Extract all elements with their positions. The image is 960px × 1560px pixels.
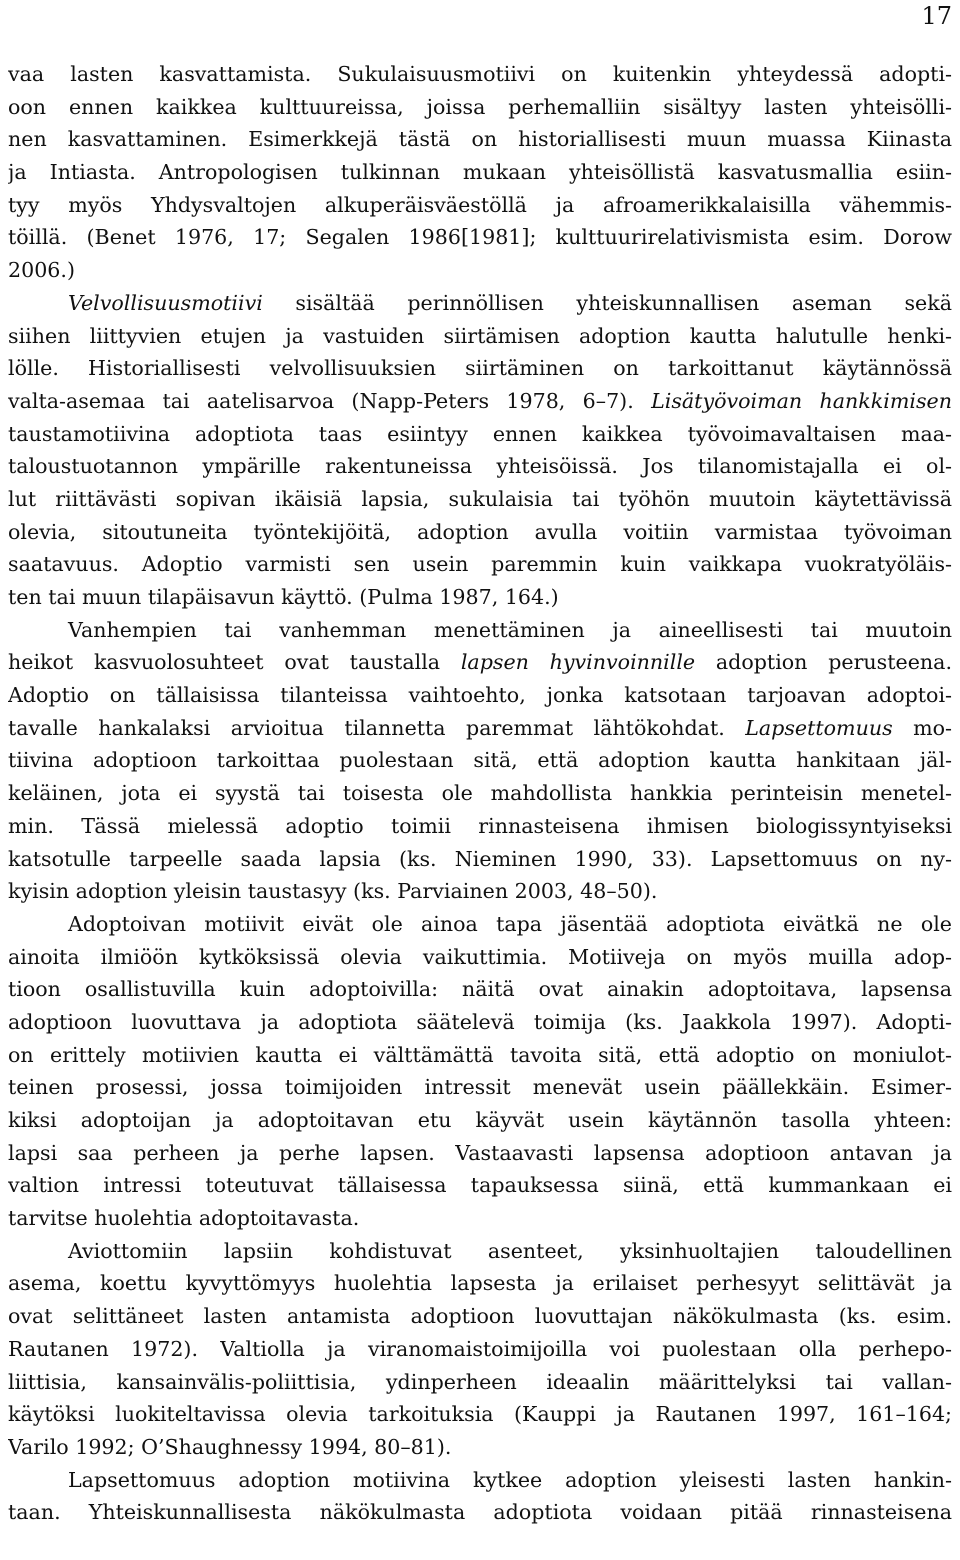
text-line — [8, 1039, 952, 1072]
text-line — [8, 875, 952, 908]
body-text — [8, 58, 952, 1529]
text-segment: taan. Yhteiskunnallisesta näkökulmasta adoptiota voidaan pitää rinnasteisena — [8, 1500, 952, 1525]
text-line — [8, 614, 952, 647]
text-line — [8, 189, 952, 222]
text-line — [8, 646, 952, 679]
text-segment: Vanhempien tai vanhemman menettäminen ja aineellisesti tai muutoin — [68, 617, 952, 642]
text-segment: lapsi saa perheen ja perhe lapsen. Vastaavasti lapsensa adoptioon antavan ja — [8, 1140, 952, 1165]
text-segment: min. Tässä mielessä adoptio toimii rinnasteisena ihmisen biologissyntyiseksi — [8, 813, 952, 838]
text-line — [8, 352, 952, 385]
text-line — [8, 1137, 952, 1170]
text-segment: tavalle hankalaksi arvioitua tilannetta paremmat lähtökohdat. — [8, 715, 746, 740]
text-line — [8, 744, 952, 777]
text-segment: taustamotiivina adoptiota taas esiintyy ennen kaikkea työvoimavaltaisen maa- — [8, 421, 952, 446]
text-line — [8, 385, 952, 418]
text-line — [8, 712, 952, 745]
italic-text: Lisätyövoiman hankkimisen — [651, 388, 952, 413]
text-segment: Aviottomiin lapsiin kohdistuvat asenteet, yksinhuoltajien taloudellinen — [68, 1238, 952, 1263]
text-line — [8, 1267, 952, 1300]
text-segment: teinen prosessi, jossa toimijoiden intressit menevät usein päällekkäin. Esimer- — [8, 1075, 952, 1100]
text-segment: oon ennen kaikkea kulttuureissa, joissa perhemalliin sisältyy lasten yhteisölli- — [8, 94, 952, 119]
text-line — [8, 1496, 952, 1529]
text-line — [8, 843, 952, 876]
text-line — [8, 1006, 952, 1039]
text-segment: lölle. Historiallisesti velvollisuuksien siirtäminen on tarkoittanut käytännössä — [8, 356, 952, 381]
text-line — [8, 1169, 952, 1202]
text-segment: on erittely motiivien kautta ei välttämättä tavoita sitä, että adoptio on moniulot- — [8, 1042, 952, 1067]
text-line — [8, 58, 952, 91]
text-segment: adoptioon luovuttava ja adoptiota säätelevä toimija (ks. Jaakkola 1997). Adopti- — [8, 1009, 952, 1034]
page-number: 17 — [921, 2, 952, 30]
italic-text: lapsen hyvinvoinnille — [460, 650, 696, 675]
text-line — [8, 1104, 952, 1137]
text-segment: taloustuotannon ympärille rakentuneissa yhteisöissä. Jos tilanomistajalla ei ol- — [8, 454, 952, 479]
text-segment: valta-asemaa tai aatelisarvoa (Napp-Peters 1978, 6–7). — [8, 388, 652, 413]
text-segment: nen kasvattaminen. Esimerkkejä tästä on historiallisesti muun muassa Kiinasta — [8, 127, 952, 152]
text-line — [8, 777, 952, 810]
text-line — [8, 1071, 952, 1104]
text-line — [8, 320, 952, 353]
text-segment: keläinen, jota ei syystä tai toisesta ole mahdollista hankkia perinteisin menetel- — [8, 781, 952, 806]
text-line — [8, 221, 952, 254]
text-line — [8, 450, 952, 483]
text-segment: liittisia, kansainvälis-poliittisia, ydinperheen ideaalin määrittelyksi tai vallan- — [8, 1369, 952, 1394]
text-segment: tioon osallistuvilla kuin adoptoivilla: näitä ovat ainakin adoptoitava, lapsensa — [8, 977, 952, 1002]
text-line — [8, 516, 952, 549]
text-segment: ten tai muun tilapäisavun käyttö. (Pulma 1987, 164.) — [8, 585, 559, 609]
text-line — [8, 1300, 952, 1333]
text-segment: tiivina adoptioon tarkoittaa puolestaan sitä, että adoption kautta hankitaan jäl- — [8, 748, 952, 773]
text-segment: tarvitse huolehtia adoptoitavasta. — [8, 1206, 360, 1231]
text-segment: Varilo 1992; O’Shaughnessy 1994, 80–81). — [8, 1434, 452, 1459]
text-line — [8, 548, 952, 581]
text-segment: valtion intressi toteutuvat tällaisessa tapauksessa siinä, että kummankaan ei — [8, 1173, 952, 1198]
text-segment: ja Intiasta. Antropologisen tulkinnan mukaan yhteisöllistä kasvatusmallia esiin- — [8, 160, 952, 185]
text-line — [8, 254, 952, 287]
text-segment: sisältää perinnöllisen yhteiskunnallisen aseman sekä — [262, 290, 952, 315]
text-line — [8, 156, 952, 189]
text-segment: saatavuus. Adoptio varmisti sen usein paremmin kuin vaikkapa vuokratyöläis- — [8, 552, 952, 577]
text-segment: töillä. (Benet 1976, 17; Segalen 1986[1981]; kulttuurirelativismista esim. Dorow — [8, 225, 952, 250]
text-line — [8, 810, 952, 843]
text-segment: mo- — [892, 715, 952, 740]
text-line — [8, 418, 952, 451]
text-segment: Rautanen 1972). Valtiolla ja viranomaistoimijoilla voi puolestaan olla perhepo- — [8, 1336, 952, 1361]
italic-text: Velvollisuusmotiivi — [68, 290, 263, 315]
text-segment: lut riittävästi sopivan ikäisiä lapsia, sukulaisia tai työhön muutoin käytettävissä — [8, 486, 952, 511]
text-segment: Adoptio on tällaisissa tilanteissa vaihtoehto, jonka katsotaan tarjoavan adoptoi- — [8, 683, 952, 708]
text-segment: kyisin adoption yleisin taustasyy (ks. Parviainen 2003, 48–50). — [8, 879, 658, 904]
text-line — [8, 1464, 952, 1497]
text-segment: Adoptoivan motiivit eivät ole ainoa tapa jäsentää adoptiota eivätkä ne ole — [68, 911, 952, 936]
text-segment: tyy myös Yhdysvaltojen alkuperäisväestöllä ja afroamerikkalaisilla vähemmis- — [8, 192, 952, 217]
text-line — [8, 679, 952, 712]
text-segment: 2006.) — [8, 258, 75, 283]
text-line — [8, 908, 952, 941]
text-segment: asema, koettu kyvyttömyys huolehtia lapsesta ja erilaiset perhesyyt selittävät ja — [8, 1271, 952, 1296]
text-segment: Lapsettomuus adoption motiivina kytkee adoption yleisesti lasten hankin- — [68, 1467, 952, 1492]
text-line — [8, 1202, 952, 1235]
italic-text: Lapsettomuus — [745, 715, 893, 740]
text-segment: vaa lasten kasvattamista. Sukulaisuusmotiivi on kuitenkin yhteydessä adopti- — [8, 62, 952, 86]
text-segment: kiksi adoptoijan ja adoptoitavan etu käyvät usein käytännön tasolla yhteen: — [8, 1108, 952, 1132]
text-segment: heikot kasvuolosuhteet ovat taustalla — [8, 650, 461, 675]
text-line — [8, 1431, 952, 1464]
text-line — [8, 483, 952, 516]
text-line — [8, 1366, 952, 1399]
text-line — [8, 91, 952, 124]
text-segment: katsotulle tarpeelle saada lapsia (ks. Nieminen 1990, 33). Lapsettomuus on ny- — [8, 846, 952, 871]
text-line — [8, 287, 952, 320]
text-line — [8, 1235, 952, 1268]
text-line — [8, 941, 952, 974]
text-segment: ovat selittäneet lasten antamista adoptioon luovuttajan näkökulmasta (ks. esim. — [8, 1304, 952, 1329]
text-segment: siihen liittyvien etujen ja vastuiden siirtämisen adoption kautta halutulle henki- — [8, 323, 952, 348]
text-line — [8, 1398, 952, 1431]
text-segment: olevia, sitoutuneita työntekijöitä, adoption avulla voitiin varmistaa työvoiman — [8, 519, 952, 544]
text-segment: adoption perusteena. — [695, 650, 952, 675]
text-line — [8, 1333, 952, 1366]
text-line — [8, 581, 952, 614]
text-line — [8, 123, 952, 156]
text-segment: käytöksi luokiteltavissa olevia tarkoituksia (Kauppi ja Rautanen 1997, 161–164; — [8, 1402, 952, 1427]
text-line — [8, 973, 952, 1006]
text-segment: ainoita ilmiöön kytköksissä olevia vaikuttimia. Motiiveja on myös muilla adop- — [8, 944, 952, 969]
